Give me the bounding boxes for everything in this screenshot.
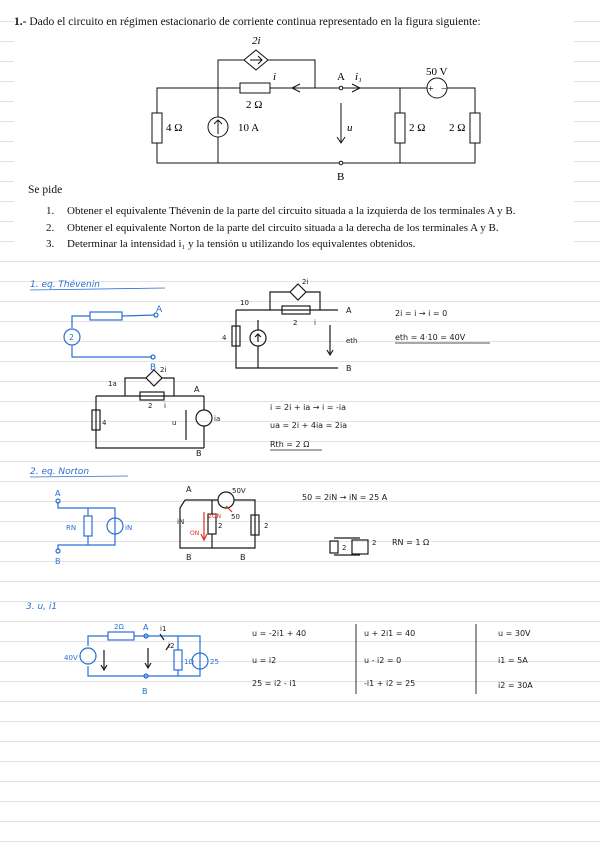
svg-text:2: 2 xyxy=(293,319,298,327)
norton-eq2: RN = 1 Ω xyxy=(392,538,430,547)
thevenin-eq5: Rth = 2 Ω xyxy=(270,440,310,449)
norton-result-sketch xyxy=(330,538,368,555)
part3-sketch xyxy=(80,632,208,678)
svg-text:2Ω: 2Ω xyxy=(114,623,124,631)
svg-text:2: 2 xyxy=(372,539,377,547)
svg-text:2: 2 xyxy=(342,544,347,552)
svg-text:B: B xyxy=(55,557,61,566)
svg-text:2: 2 xyxy=(218,522,223,530)
task-item: 1. Obtener el equivalente Thévenin de la parte del circuito situada a la izquierda de los terminales A y B. xyxy=(46,205,516,217)
part3-col3-eq: i1 = 5A xyxy=(498,656,528,665)
part3-col3-eq: u = 30V xyxy=(498,629,531,638)
svg-text:10: 10 xyxy=(240,299,249,307)
svg-text:i1: i1 xyxy=(160,625,167,633)
task-item: 2. Obtener el equivalente Norton de la parte del circuito situada a la derecha de los terminales A y B. xyxy=(46,221,499,234)
voltage-source-label: 50 V xyxy=(426,66,448,78)
svg-text:A: A xyxy=(55,489,61,498)
svg-text:4: 4 xyxy=(222,334,227,342)
svg-text:2i: 2i xyxy=(302,278,309,286)
thevenin-eq4: ua = 2i + 4ia = 2ia xyxy=(270,421,348,430)
svg-text:A: A xyxy=(194,385,200,394)
svg-text:2i: 2i xyxy=(160,366,167,374)
u-label: u xyxy=(347,122,353,134)
thevenin-sketch xyxy=(64,312,158,359)
norton-circuit-2 xyxy=(180,492,259,548)
thevenin-heading: 1. eq. Thévenin xyxy=(30,280,100,290)
resistor-r2-label: 2 Ω xyxy=(449,122,466,134)
resistor-left-label: 4 Ω xyxy=(166,122,183,134)
svg-text:2: 2 xyxy=(148,402,153,410)
norton-eq1: 50 = 2iN → iN = 25 A xyxy=(302,493,388,502)
svg-text:i: i xyxy=(314,319,316,327)
current-source-label: 10 A xyxy=(238,122,260,134)
svg-text:B: B xyxy=(186,553,192,562)
thevenin-eq2: eth = 4·10 = 40V xyxy=(395,333,466,342)
svg-text:50: 50 xyxy=(231,513,240,521)
part3-col3-eq: i2 = 30A xyxy=(498,681,533,690)
svg-text:B: B xyxy=(240,553,246,562)
svg-text:25: 25 xyxy=(210,658,219,666)
svg-text:eth: eth xyxy=(346,337,358,345)
svg-text:ON: ON xyxy=(190,530,200,537)
norton-heading: 2. eq. Norton xyxy=(30,467,90,477)
problem-number: 1.- xyxy=(14,16,27,28)
svg-text:RN: RN xyxy=(66,524,77,532)
problem-text: Dado el circuito en régimen estacionario de corriente continua representado en la figura siguiente: xyxy=(26,16,481,28)
thevenin-node-a: A xyxy=(156,305,163,315)
svg-text:ia: ia xyxy=(214,415,221,423)
part3-col1-eq: u = i2 xyxy=(252,656,277,665)
svg-text:4: 4 xyxy=(102,419,107,427)
node-a-label: A xyxy=(337,71,345,83)
svg-text:2: 2 xyxy=(264,522,269,530)
thevenin-source-label: 2 xyxy=(69,333,75,342)
svg-text:u: u xyxy=(172,419,177,427)
svg-text:−: − xyxy=(441,84,447,95)
svg-text:1Ω: 1Ω xyxy=(184,658,194,666)
svg-text:+: + xyxy=(428,84,434,95)
thevenin-node-b: B xyxy=(150,363,157,373)
svg-text:iN: iN xyxy=(125,524,133,532)
svg-text:1a: 1a xyxy=(108,380,117,388)
svg-text:A: A xyxy=(143,623,149,632)
svg-text:i: i xyxy=(164,402,166,410)
svg-text:40V: 40V xyxy=(64,654,78,662)
part3-col2-eq: -i1 + i2 = 25 xyxy=(364,679,416,688)
svg-text:B: B xyxy=(196,449,202,458)
node-b-label: B xyxy=(337,171,345,183)
svg-text:i2: i2 xyxy=(168,642,175,650)
svg-text:B: B xyxy=(142,687,148,696)
svg-text:B: B xyxy=(346,364,352,373)
svg-text:2ON: 2ON xyxy=(208,513,222,520)
thevenin-eq3: i = 2i + ia → i = -ia xyxy=(270,403,347,412)
part3-col1-eq: u = -2i1 + 40 xyxy=(252,629,307,638)
part3-heading: 3. u, i1 xyxy=(26,602,58,612)
part3-col2-eq: u + 2i1 = 40 xyxy=(364,629,416,638)
current-label-i: i xyxy=(273,71,277,83)
part3-col2-eq: u - i2 = 0 xyxy=(364,656,402,665)
thevenin-circuit-2 xyxy=(232,284,338,368)
se-pide-heading: Se pide xyxy=(28,184,63,196)
resistor-r1-label: 2 Ω xyxy=(409,122,426,134)
part3-col1-eq: 25 = i2 - i1 xyxy=(252,679,297,688)
i1-label: i₁ xyxy=(355,71,362,83)
task-item: 3. Determinar la intensidad i₁ y la tensión u utilizando los equivalentes obtenidos. xyxy=(46,238,416,250)
thevenin-eq1: 2i = i → i = 0 xyxy=(395,309,448,318)
dep-source-label: 2i xyxy=(252,35,261,47)
svg-text:A: A xyxy=(186,485,192,494)
svg-text:50V: 50V xyxy=(232,487,246,495)
svg-text:iN: iN xyxy=(177,518,185,526)
svg-text:A: A xyxy=(346,306,352,315)
resistor-top-label: 2 Ω xyxy=(246,99,263,111)
